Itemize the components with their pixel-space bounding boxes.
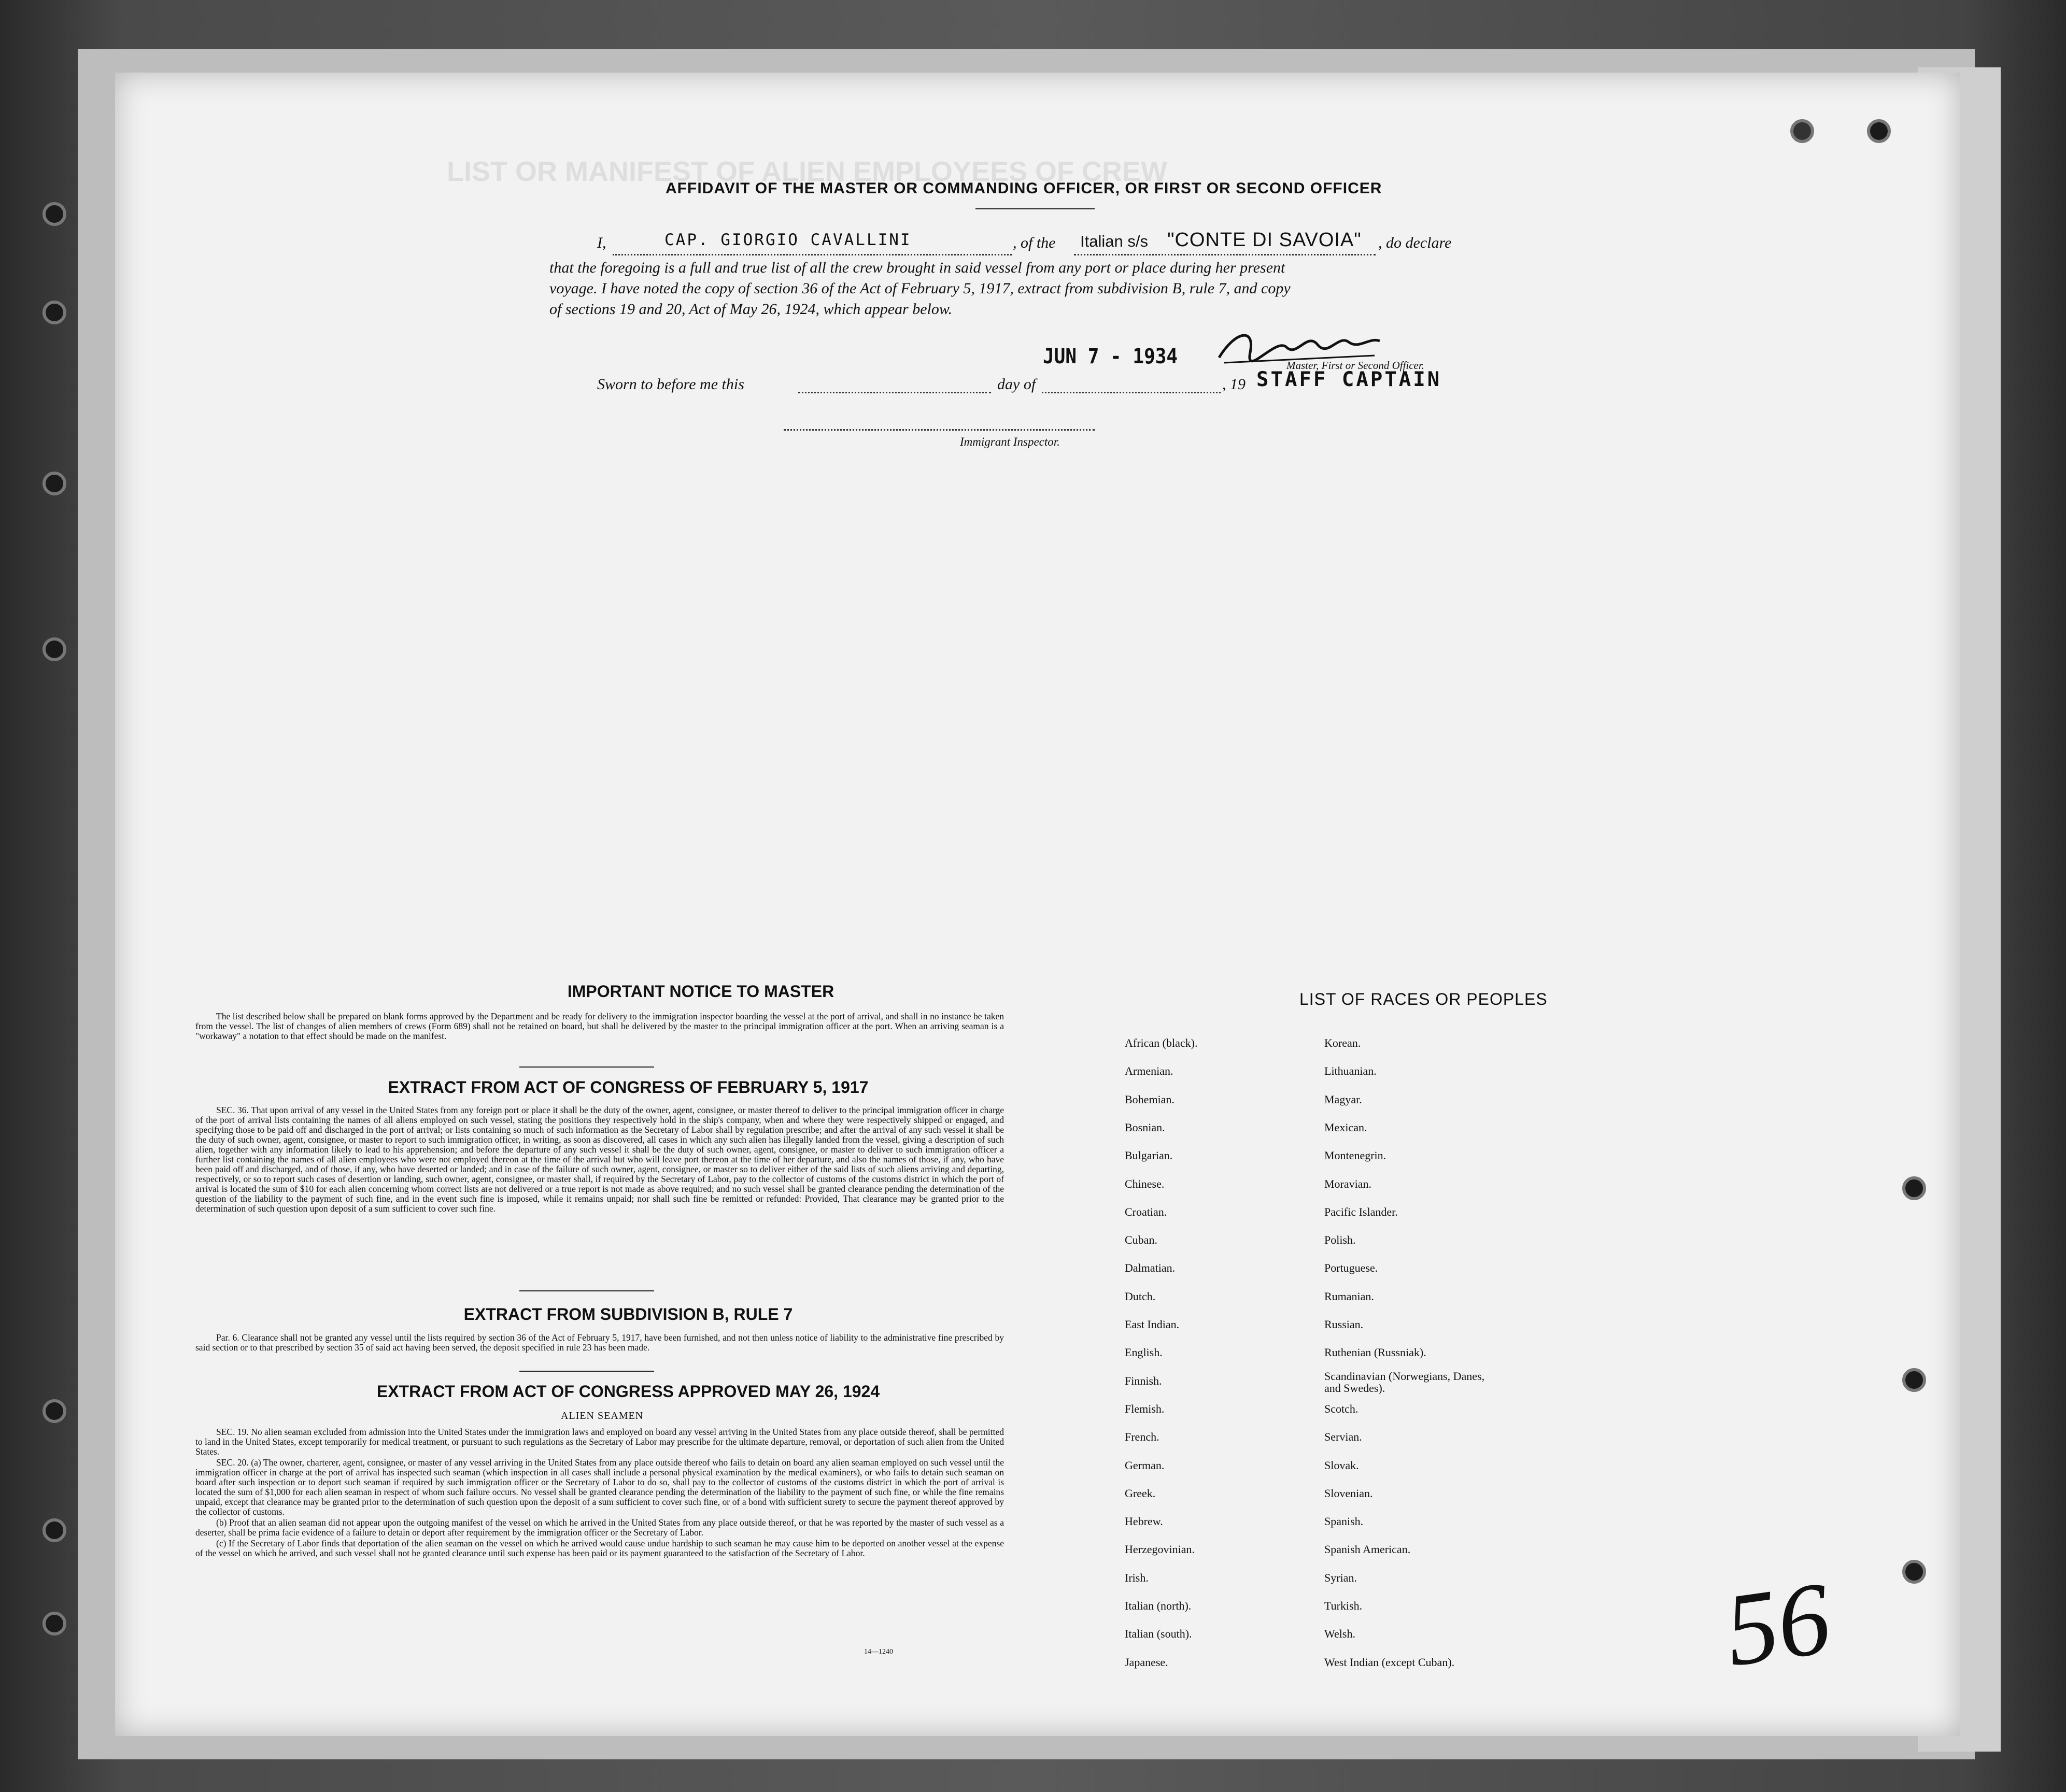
race-item: Chinese. [1125, 1177, 1165, 1190]
race-item: German. [1125, 1458, 1165, 1472]
rule-7-body: Par. 6. Clearance shall not be granted any vessel until the lists required by section 36 of the Act of February 5, 1917, have been furnished, and not then unless notice of liability to the administrative fine prescribed by said section or to that prescribed by section 35 of said act having been served, the deposit specified in rule 23 has been made. [195, 1332, 1004, 1353]
race-item: Spanish. [1324, 1515, 1364, 1528]
punch-hole [43, 1399, 66, 1423]
race-item: Scandinavian (Norwegians, Danes, and Swedes). [1324, 1369, 1485, 1395]
race-item: Lithuanian. [1324, 1064, 1377, 1078]
race-item: Dutch. [1125, 1289, 1156, 1303]
ship-prefix: Italian s/s [1080, 232, 1148, 250]
notice-title: IMPORTANT NOTICE TO MASTER [567, 982, 834, 1001]
race-item: Japanese. [1125, 1655, 1168, 1669]
rule-7-title: EXTRACT FROM SUBDIVISION B, RULE 7 [463, 1305, 793, 1324]
race-item: Mexican. [1324, 1120, 1367, 1134]
race-item: French. [1125, 1430, 1159, 1444]
race-item: Pacific Islander. [1324, 1205, 1398, 1218]
sec-19: SEC. 19. No alien seaman excluded from admission into the United States under the immigration laws and employed on board any vessel arriving in the United States from any place outside thereof, shall be permitted to land in the United States, except temporarily for medical treatment, or pursuant to such regulations as the Secretary of Labor may prescribe for the ultimate departure, removal, or deportation of such alien from the United States. [195, 1427, 1004, 1457]
day-of-label: day of [997, 376, 1036, 393]
punch-hole [1790, 119, 1814, 143]
form-number: 14—1240 [864, 1648, 893, 1656]
punch-hole [1902, 1560, 1926, 1584]
race-item: Magyar. [1324, 1092, 1362, 1106]
race-item: Welsh. [1324, 1627, 1355, 1641]
form-sheet [115, 73, 1960, 1736]
race-item: Irish. [1125, 1571, 1149, 1584]
race-item: Greek. [1125, 1486, 1156, 1500]
race-item: Servian. [1324, 1430, 1362, 1444]
race-item: Turkish. [1324, 1599, 1363, 1612]
race-item: Herzegovinian. [1125, 1543, 1195, 1556]
sworn-month-line [1042, 392, 1221, 393]
race-item: Spanish American. [1324, 1543, 1411, 1556]
race-item: Russian. [1324, 1318, 1364, 1331]
master-caption: Master, First or Second Officer. [1286, 359, 1424, 372]
race-item: Italian (south). [1125, 1627, 1192, 1641]
extract-1924-body [195, 1427, 1004, 1559]
master-name-line [613, 254, 1012, 255]
race-item: Slovenian. [1324, 1486, 1373, 1500]
race-item: Syrian. [1324, 1571, 1357, 1584]
notice-divider [519, 1066, 654, 1068]
sec-20a: SEC. 20. (a) The owner, charterer, agent, consignee, or master of any vessel arriving in the United States from any place outside thereof who fails to detain on board any alien seaman employed on such vessel until the immigration officer in charge at the port of arrival has inspected such seaman (which inspection in all cases shall include a personal physical examination by the medical examiners), or who fails to detain such seaman on board after such inspection or to deport such seaman if required by such immigration officer or the Secretary of Labor to do so, shall pay to the collector of customs of the customs district in which the port of arrival is located the sum of $1,000 for each alien seaman in respect of whom such failure occurs. No vessel shall be granted clearance pending the determination of the liability to the payment of such fine, or while the fine remains unpaid, except that clearance may be granted prior to the determination of such question upon the deposit of a sum sufficient to cover such fine, or of a bond with sufficient surety to secure the payment thereof approved by the collector of customs. [195, 1457, 1004, 1517]
punch-hole [43, 1612, 66, 1635]
extract-1924-title: EXTRACT FROM ACT OF CONGRESS APPROVED MAY 26, 1924 [376, 1382, 880, 1401]
affidavit-body-line-3: of sections 19 and 20, Act of May 26, 1924, which appear below. [549, 301, 953, 318]
race-item: African (black). [1125, 1036, 1198, 1049]
page-number: 56 [1718, 1560, 1837, 1688]
affidavit-i-label: I, [597, 234, 606, 251]
race-item: Bulgarian. [1125, 1149, 1173, 1162]
race-item: English. [1125, 1346, 1163, 1359]
inspector-caption: Immigrant Inspector. [960, 435, 1060, 448]
race-item: Dalmatian. [1125, 1261, 1176, 1275]
race-item: Bosnian. [1125, 1120, 1165, 1134]
race-item: East Indian. [1125, 1318, 1180, 1331]
race-item: Scotch. [1324, 1402, 1359, 1415]
ship-line [1074, 254, 1376, 255]
title-underline [975, 208, 1095, 209]
punch-hole [1902, 1176, 1926, 1200]
extract-1917-body: SEC. 36. That upon arrival of any vessel in the United States from any foreign port or place it shall be the duty of the owner, agent, consignee, or master thereof to deliver to the principal immigration officer in charge of the port of arrival lists containing the names of all aliens employed on such vessel, stating the positions they respectively hold in the ship's company, when and where they were respectively shipped or engaged, and specifying those to be paid off and discharged in the port of arrival; or lists containing so much of such information as the Secretary of Labor shall by regulation prescribe; and after the arrival of any such vessel it shall be the duty of such owner, agent, consignee, or master to report to such immigration officer, in writing, as soon as discovered, all cases in which any such alien has illegally landed from the vessel, giving a description of such alien, together with any information likely to lead to his apprehension; and before the departure of any such vessel it shall be the duty of such owner, agent, consignee, or master to deliver to such immigration officer a further list containing the names of all alien employees who were not employed thereon at the time of the arrival but who will leave port thereon at the time of her departure, and also the names of those, if any, who have been paid off and discharged, and of those, if any, who have deserted or landed; and in case of the failure of such owner, agent, consignee, or master so to deliver either of the said lists of such aliens arriving and departing, respectively, or so to report such cases of desertion or landing, such owner, agent, consignee, or master shall, if required by the Secretary of Labor, pay to the collector of customs of the customs district in which the port of arrival is located the sum of $10 for each alien concerning whom correct lists are not delivered or a true report is not made as above required; and no such vessel shall be granted clearance pending the determination of the question of the liability to the payment of such fine, and in the event such fine is imposed, while it remains unpaid; nor shall such fine be remitted or refunded: Provided, That clearance may be granted prior to the determination of such question upon deposit of a sum sufficient to cover such fine. [195, 1105, 1004, 1214]
alien-seamen-subtitle: ALIEN SEAMEN [561, 1410, 644, 1421]
notice-body: The list described below shall be prepared on blank forms approved by the Department and be ready for delivery to the immigration inspector boarding the vessel at the port of arrival, and shall in no instance be taken from the vessel. The list of changes of alien members of crews (Form 689) shall not be retained on board, but shall be delivered by the master to the principal immigration officer at the port. When an arriving seaman is a "workaway" a notation to that effect should be made on the manifest. [195, 1011, 1004, 1041]
race-item: Croatian. [1125, 1205, 1167, 1218]
master-name: CAP. GIORGIO CAVALLINI [664, 231, 912, 249]
race-item: Armenian. [1125, 1064, 1173, 1078]
race-item: Moravian. [1324, 1177, 1372, 1190]
punch-hole [43, 472, 66, 495]
race-item: Polish. [1324, 1233, 1356, 1247]
extract-1917-title: EXTRACT FROM ACT OF CONGRESS OF FEBRUARY 5, 1917 [388, 1078, 869, 1097]
races-title: LIST OF RACES OR PEOPLES [1299, 990, 1548, 1008]
inspector-signature-line [784, 429, 1095, 431]
punch-hole [1867, 119, 1891, 143]
race-item: Cuban. [1125, 1233, 1157, 1247]
punch-hole [43, 202, 66, 226]
sworn-before-label: Sworn to before me this [597, 376, 744, 393]
extract-1917-divider [519, 1290, 654, 1291]
rule-7-divider [519, 1371, 654, 1372]
punch-hole [1902, 1368, 1926, 1392]
race-item: Flemish. [1125, 1402, 1165, 1415]
sworn-day-line [798, 392, 991, 393]
sec-20b: (b) Proof that an alien seaman did not appear upon the outgoing manifest of the vessel on which he arrived in the United States from any place outside thereof, or that he was reported by the master of such vessel as a deserter, shall be prima facie evidence of a failure to detain or deport after requirement by the immigration officer or the Secretary of Labor. [195, 1517, 1004, 1538]
race-item: Korean. [1324, 1036, 1361, 1049]
race-item: Rumanian. [1324, 1289, 1374, 1303]
race-item: Italian (north). [1125, 1599, 1192, 1612]
ship-name: "CONTE DI SAVOIA" [1167, 229, 1362, 251]
of-the-label: , of the [1013, 234, 1056, 251]
race-item: West Indian (except Cuban). [1324, 1655, 1455, 1669]
race-item: Finnish. [1125, 1374, 1162, 1387]
affidavit-title: AFFIDAVIT OF THE MASTER OR COMMANDING OFFICER, OR FIRST OR SECOND OFFICER [666, 180, 1382, 197]
punch-hole [43, 1518, 66, 1542]
race-item: Portuguese. [1324, 1261, 1378, 1275]
race-item: Bohemian. [1125, 1092, 1174, 1106]
date-stamp: JUN 7 - 1934 [1043, 345, 1178, 368]
punch-hole [43, 637, 66, 661]
punch-hole [43, 301, 66, 324]
race-item: Montenegrin. [1324, 1149, 1386, 1162]
race-item: Hebrew. [1125, 1515, 1163, 1528]
ghost-header: LIST OR MANIFEST OF ALIEN EMPLOYEES OF CREW [447, 156, 1168, 187]
do-declare-label: , do declare [1378, 234, 1452, 251]
race-item: Slovak. [1324, 1458, 1359, 1472]
affidavit-body-line-1: that the foregoing is a full and true list of all the crew brought in said vessel from any port or place during her present [549, 259, 1285, 276]
year-label: , 19 [1222, 376, 1246, 393]
sec-20c: (c) If the Secretary of Labor finds that deportation of the alien seaman on the vessel on which he arrived would cause undue hardship to such seaman he may cause him to be deported on another vessel at the expense of the vessel on which he arrived, and such vessel shall not be granted clearance until such expense has been paid or its payment guaranteed to the satisfaction of the Secretary of Labor. [195, 1538, 1004, 1558]
race-item: Ruthenian (Russniak). [1324, 1346, 1426, 1359]
affidavit-body-line-2: voyage. I have noted the copy of section 36 of the Act of February 5, 1917, extract from subdivision B, rule 7, and copy [549, 280, 1291, 297]
rank-stamp: STAFF CAPTAIN [1256, 368, 1442, 391]
